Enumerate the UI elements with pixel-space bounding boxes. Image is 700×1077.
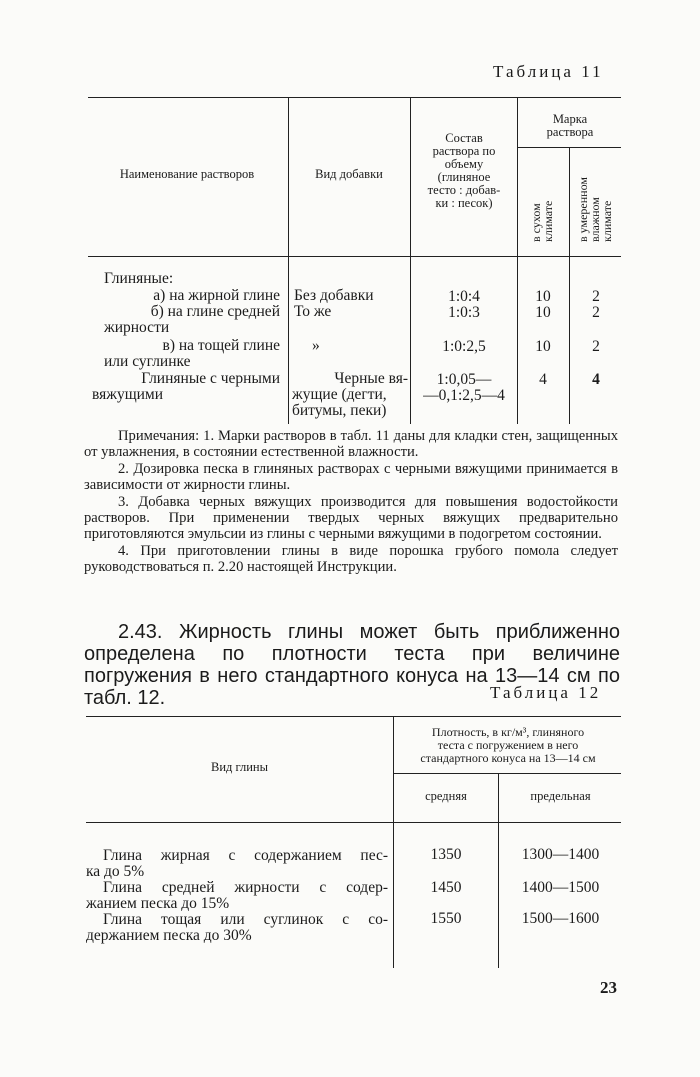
t11-row-name-cont: вяжущими (92, 386, 164, 403)
t11-header-composition: Состав раствора по объему (глиняное тесто : добав- ки : песок) (427, 131, 501, 210)
t11-row-name-cont: или суглинке (104, 353, 191, 370)
t11-row-dry: 10 (535, 304, 551, 321)
t11-row-additive: Без добавки (294, 287, 374, 304)
t12-header-type: Вид глины (210, 760, 269, 774)
t12-header-limit: предельная (530, 789, 591, 803)
table-11-col-rule-2 (410, 97, 411, 424)
t11-row-additive: Черные вя- (334, 370, 408, 387)
table-11-notes (84, 428, 618, 576)
t11-header-grade: Марка раствора (546, 112, 594, 139)
t12-row-name-cont: жанием песка до 15% (86, 895, 230, 912)
t12-row-name: Глина жирная с содержанием пес- (103, 847, 388, 864)
table-12-col-rule-1 (393, 716, 394, 968)
table-11-col-rule-1 (288, 97, 289, 424)
t11-header-name: Наименование растворов (119, 167, 255, 181)
t11-row-name: в) на тощей глине (162, 337, 280, 354)
t11-header-additive: Вид добавки (315, 167, 383, 181)
t11-row-composition: 1:0,05— (436, 371, 492, 388)
t11-row-moderate: 2 (592, 304, 600, 321)
note: 4. При приготовлении глины в виде порошка грубого помола следует руководствоваться п. 2.20 настоящей Инструкции. (84, 542, 618, 576)
table-11-top-rule (88, 97, 621, 98)
t11-header-moderate: в умеренном влажном климате (576, 177, 614, 242)
table-11-caption: Таблица 11 (493, 62, 604, 81)
t12-row-name: Глина средней жирности с содер- (103, 879, 388, 896)
t12-row-average: 1450 (430, 879, 462, 896)
table-12-density-rule (393, 773, 621, 774)
table-12-caption: Таблица 12 (490, 683, 602, 702)
t11-row-dry: 10 (535, 338, 551, 355)
t11-row-moderate: 4 (592, 371, 600, 388)
t12-row-limit: 1400—1500 (521, 879, 600, 896)
t11-row-composition: 1:0:4 (448, 288, 480, 305)
t11-row-name: Глиняные с черными (141, 370, 280, 387)
t11-row-dry: 10 (535, 288, 551, 305)
t11-row-name: б) на глине средней (150, 303, 280, 320)
note: 2. Дозировка песка в глиняных растворах с черными вяжущими принимается в зависимости от жирности глины. (84, 460, 618, 494)
t11-group-label: Глиняные: (104, 270, 174, 287)
page-number: 23 (600, 978, 617, 997)
t12-row-limit: 1300—1400 (521, 846, 600, 863)
t12-row-name-cont: ка до 5% (86, 863, 145, 880)
t11-row-additive-cont: жущие (дегти, (292, 386, 387, 403)
t12-row-average: 1350 (430, 846, 462, 863)
note: 3. Добавка черных вяжущих производится для повышения водостойкости растворов. При применении твердых черных вяжущих предварительно приготовляются эмульсии из глины с черными вяжущими в подогретом состоянии. (84, 493, 618, 543)
t12-header-density: Плотность, в кг/м³, глиняного теста с погружением в него стандартного конуса на 13—14 см (420, 725, 596, 765)
t11-row-additive: То же (294, 303, 332, 320)
t11-row-composition: 1:0:2,5 (442, 338, 486, 355)
t11-row-name: а) на жирной глине (153, 287, 280, 304)
t11-header-dry: в сухом климате (529, 200, 555, 242)
section-2-43-paragraph: 2.43. Жирность глины может быть приближенно определена по плотности теста при величине погружения в него стандартного конуса на 13—14 см по табл. 12. (84, 621, 620, 709)
t11-row-additive: » (312, 337, 320, 354)
t11-row-moderate: 2 (592, 338, 600, 355)
t12-header-average: средняя (425, 789, 467, 803)
table-12-col-rule-2 (498, 773, 499, 968)
t12-row-average: 1550 (430, 910, 462, 927)
t11-row-moderate: 2 (592, 288, 600, 305)
note: Примечания: 1. Марки растворов в табл. 11 даны для кладки стен, защищенных от увлажнения, в состоянии естественной влажности. (84, 428, 618, 461)
t11-row-composition-cont: —0,1:2,5—4 (423, 387, 505, 404)
t11-row-name-cont: жирности (104, 319, 170, 336)
table-12-top-rule (86, 716, 621, 717)
t11-row-composition: 1:0:3 (448, 304, 480, 321)
table-12-header-rule (86, 822, 621, 823)
t12-row-name-cont: держанием песка до 30% (86, 927, 252, 944)
t12-row-limit: 1500—1600 (521, 910, 600, 927)
t11-row-additive-cont: битумы, пеки) (292, 402, 387, 419)
t11-row-dry: 4 (539, 371, 547, 388)
t12-row-name: Глина тощая или суглинок с со- (103, 911, 388, 928)
table-11-header-rule (88, 256, 621, 257)
